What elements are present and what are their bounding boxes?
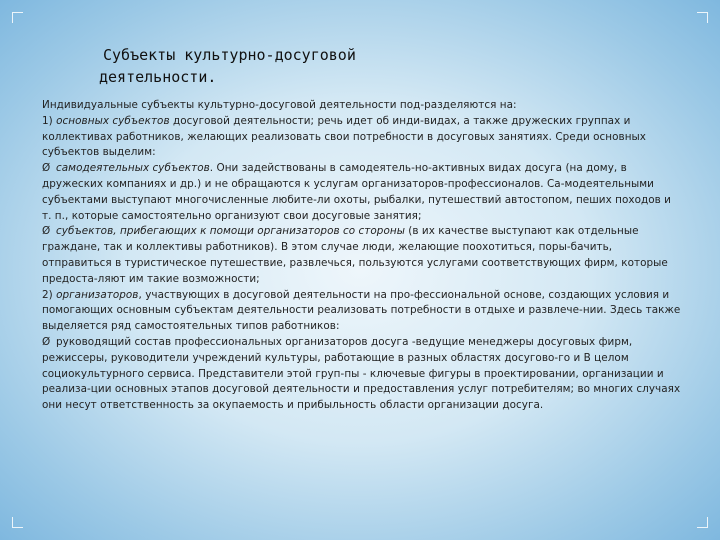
slide-title-line2: деятельности. (99, 68, 217, 86)
corner-decoration (12, 12, 23, 23)
bullet-3-paragraph (42, 335, 682, 414)
slide-title (99, 44, 523, 88)
point-2-paragraph (42, 288, 682, 335)
point-2-number: 2) (42, 288, 57, 301)
point-2-text: , участвующих в досуговой деятельности на про-фессиональной основе, создающих условия и помогающих основным субъектам деятельности реализовать потребности в отдыхе и развлече-нии. Здесь также выделяется ряд самостоятельных типов работников: (42, 288, 681, 333)
slide-body (42, 98, 682, 414)
corner-decoration (697, 12, 708, 23)
bullet-2-paragraph (42, 224, 682, 287)
bullet-1-paragraph (42, 161, 682, 224)
intro-text: Индивидуальные субъекты культурно-досуговой деятельности под-разделяются на: (42, 99, 517, 111)
point-1-text: досуговой деятельности; речь идет об инди-видах, а также дружеских группах и коллективах работников, желающих реализовать свои потребности в досуговых занятиях. Среди основных субъектов выделим: (42, 114, 646, 159)
bullet-marker: Ø (42, 162, 51, 175)
corner-decoration (12, 517, 23, 528)
point-1-paragraph (42, 114, 682, 161)
bullet-marker: Ø (42, 335, 51, 348)
bullet-3-text: руководящий состав профессиональных организаторов досуга -ведущие менеджеры досуговых фирм, режиссеры, руководители учреждений культуры, работающие в разных областях досугово-го и В целом социокультурного сервиса. Представители этой груп-пы - ключевые фигуры в проектировании, организации и реализа-ции основных этапов досуговой деятельности и предоставления услуг потребителям; во многих случаях они несут ответственность за окупаемость и прибыльность области организации досуга. (42, 335, 681, 412)
bullet-marker: Ø (42, 225, 51, 238)
bullet-1-text: . Они задействованы в самодеятель-но-активных видах досуга (на дому, в дружеских компаниях и др.) и не обращаются к услугам организаторов-профессионалов. Са-модеятельными субъектами выступают многочисленные любите-ли охоты, рыбалки, путешествий автостопом, пеших походов и т. п., которые самостоятельно организуют свои досуговые занятия; (42, 162, 671, 222)
point-1-number: 1) (42, 114, 57, 127)
bullet-2-text: (в их качестве выступают как отдельные граждане, так и коллективы работников). В этом случае люди, желающие поохотиться, поры-бачить, отправиться в туристическое путешествие, развлечься, пользуются услугами соответствующих фирм, которые предоста-ляют им такие возможности; (42, 225, 668, 285)
point-2-term: организаторов (56, 288, 139, 301)
slide-title-line1: Субъекты культурно-досуговой (103, 46, 356, 64)
point-1-term: основных субъектов (56, 114, 170, 127)
bullet-2-term: субъектов, прибегающих к помощи организаторов со стороны (56, 225, 405, 238)
bullet-1-term: самодеятельных субъектов (56, 162, 210, 175)
corner-decoration (697, 517, 708, 528)
intro-paragraph (42, 98, 682, 114)
